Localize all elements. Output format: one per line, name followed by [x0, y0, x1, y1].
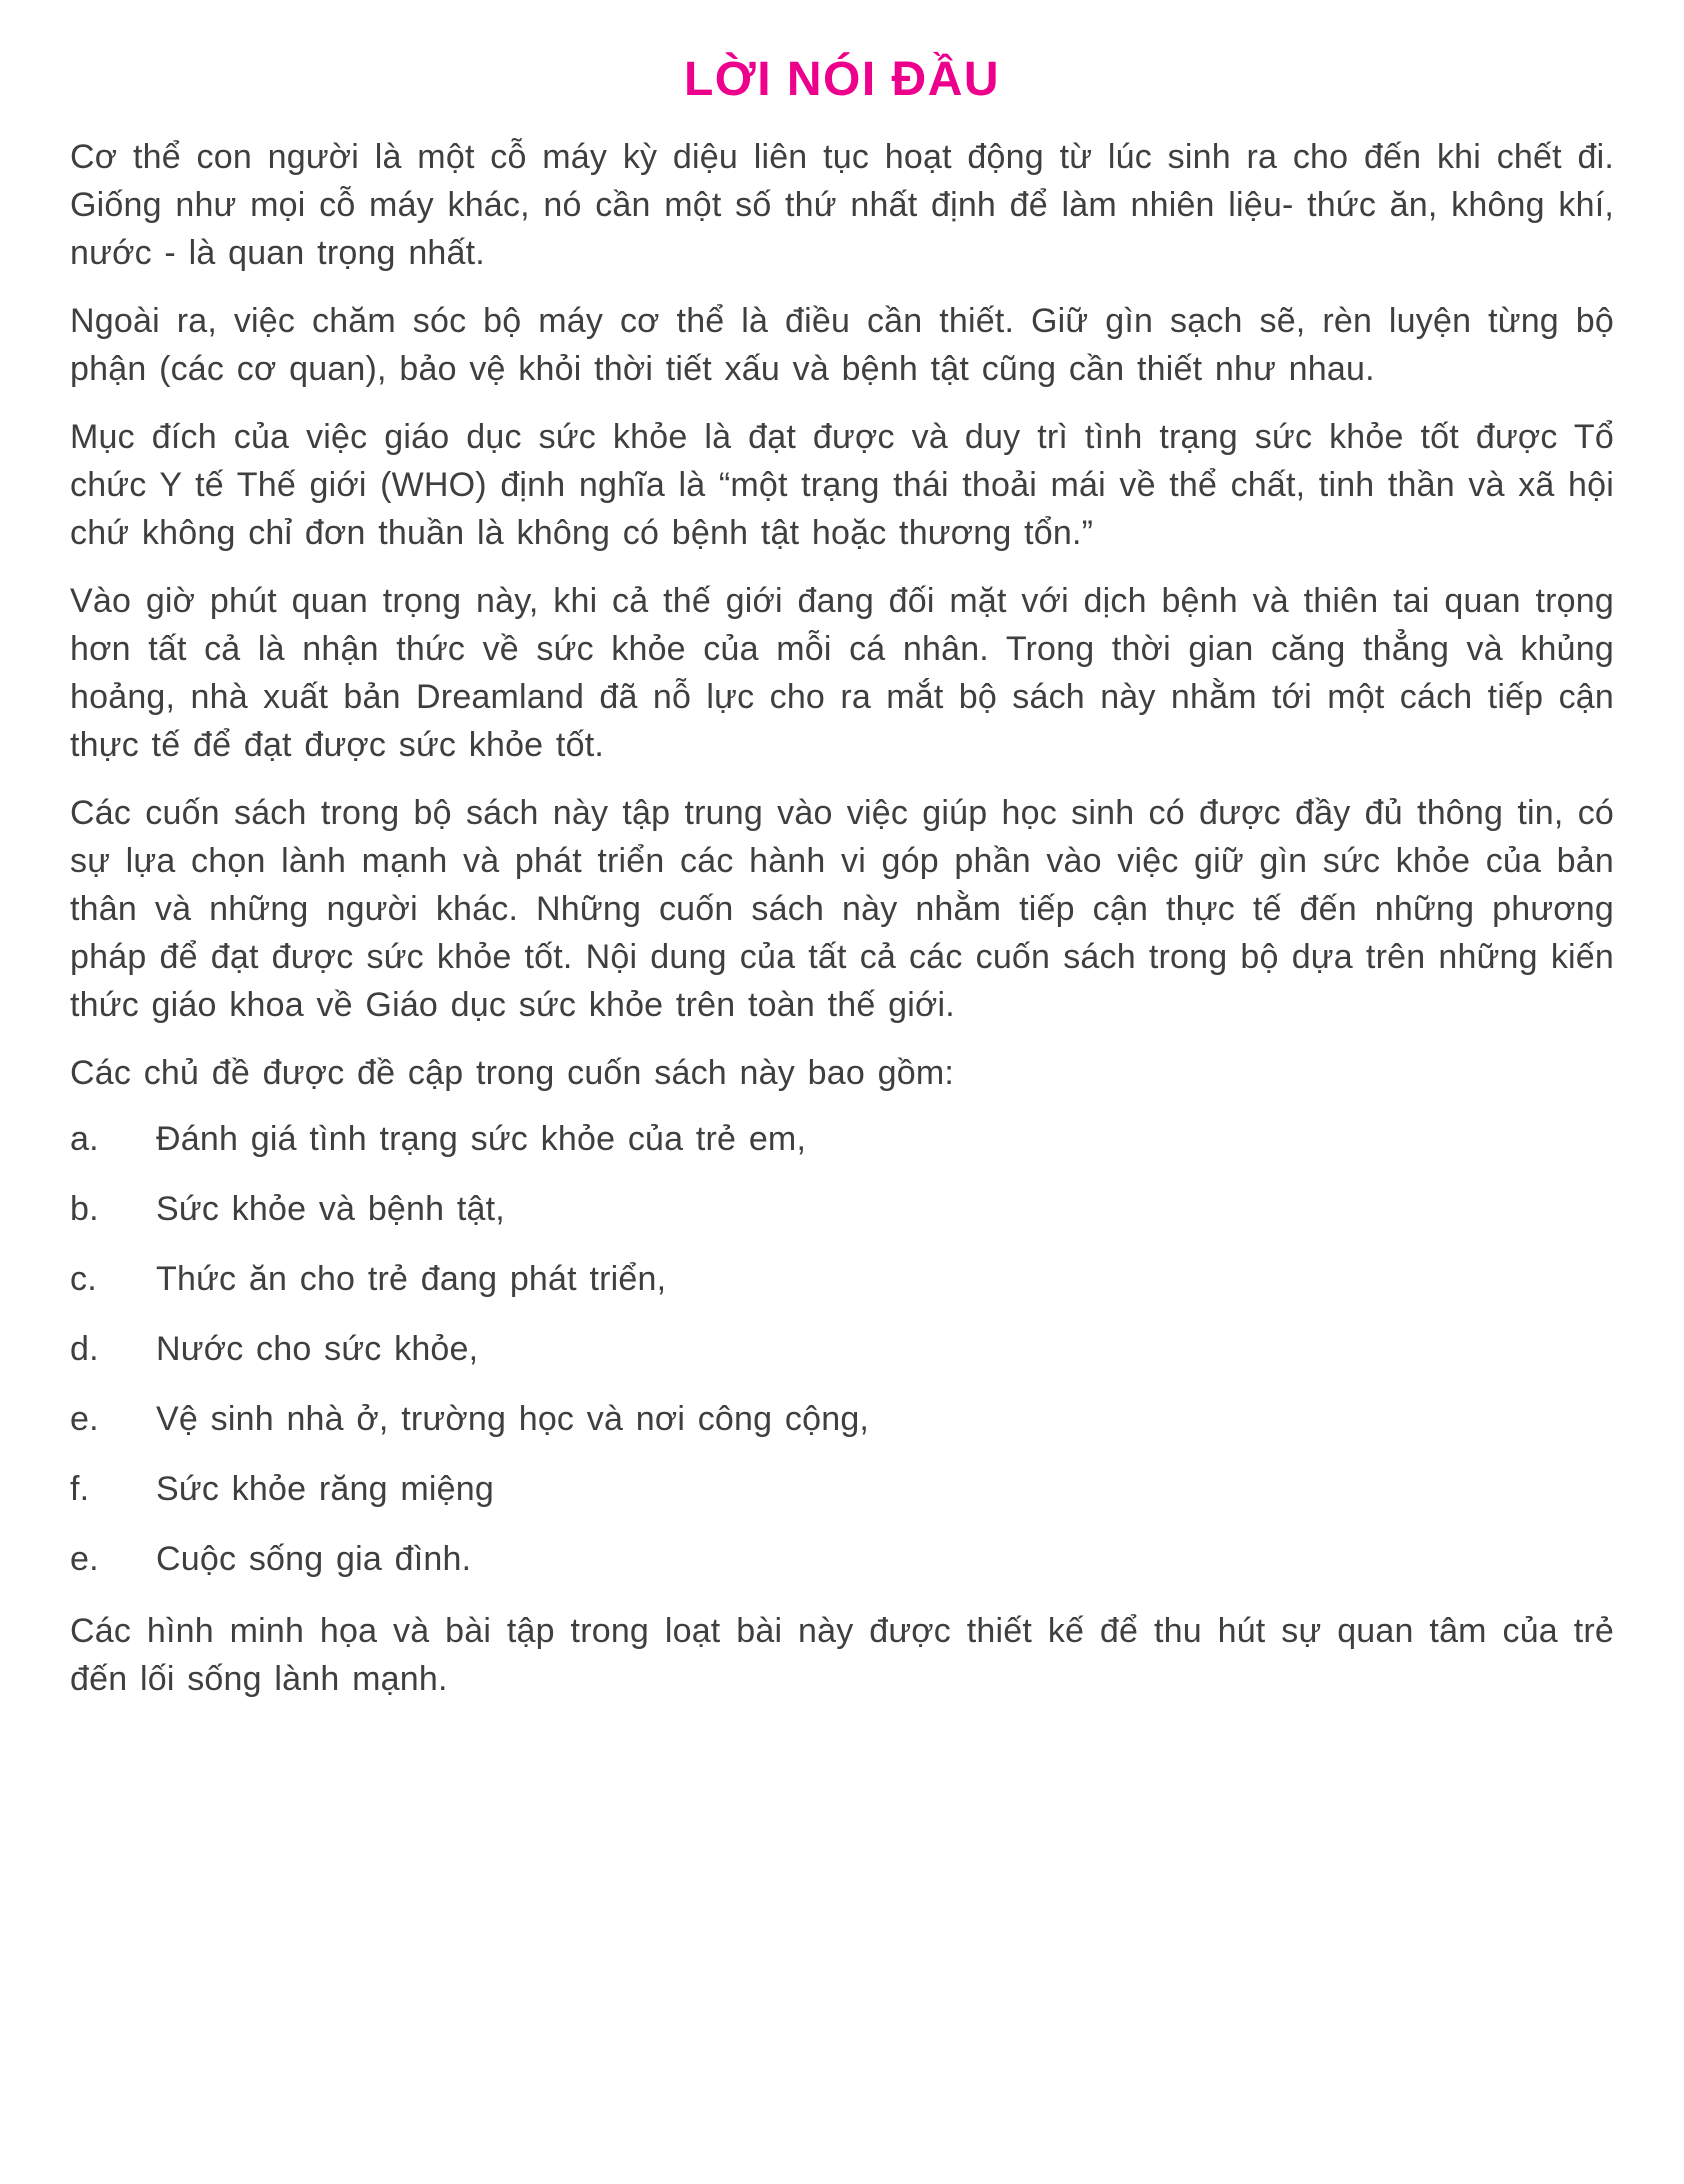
list-item-marker: e. [70, 1400, 99, 1438]
list-item-marker: e. [70, 1540, 99, 1578]
list-item [70, 1187, 1614, 1231]
list-item-marker: a. [70, 1120, 99, 1158]
list-item-text: Thức ăn cho trẻ đang phát triển, [156, 1260, 667, 1298]
paragraph-series-purpose: Các cuốn sách trong bộ sách này tập trung vào việc giúp học sinh có được đầy đủ thông tin, có sự lựa chọn lành mạnh và phát triển các hành vi góp phần vào việc giữ gìn sức khỏe của bản thân và những người khác. Những cuốn sách này nhằm tiếp cận thực tế đến những phương pháp để đạt được sức khỏe tốt. Nội dung của tất cả các cuốn sách trong bộ dựa trên những kiến thức giáo khoa về Giáo dục sức khỏe trên toàn thế giới. [70, 794, 1614, 1024]
page-title: LỜI NÓI ĐẦU [683, 53, 1001, 106]
paragraph-who-definition: Mục đích của việc giáo dục sức khỏe là đạt được và duy trì tình trạng sức khỏe tốt được Tổ chức Y tế Thế giới (WHO) định nghĩa là “một trạng thái thoải mái về thể chất, tinh thần và xã hội chứ không chỉ đơn thuần là không có bệnh tật hoặc thương tổn.” [70, 418, 1614, 552]
paragraph-pandemic-context: Vào giờ phút quan trọng này, khi cả thế giới đang đối mặt với dịch bệnh và thiên tai quan trọng hơn tất cả là nhận thức về sức khỏe của mỗi cá nhân. Trong thời gian căng thẳng và khủng hoảng, nhà xuất bản Dreamland đã nỗ lực cho ra mắt bộ sách này nhằm tới một cách tiếp cận thực tế để đạt được sức khỏe tốt. [70, 582, 1614, 764]
topic-list [70, 1117, 1614, 1581]
list-item-text: Đánh giá tình trạng sức khỏe của trẻ em, [156, 1120, 807, 1158]
list-item [70, 1117, 1614, 1161]
list-item [70, 1467, 1614, 1511]
list-item [70, 1327, 1614, 1371]
list-item-text: Vệ sinh nhà ở, trường học và nơi công cộng, [156, 1400, 870, 1438]
list-item-marker: d. [70, 1330, 99, 1368]
paragraph-closing: Các hình minh họa và bài tập trong loạt bài này được thiết kế để thu hút sự quan tâm của trẻ đến lối sống lành mạnh. [70, 1612, 1614, 1698]
list-item [70, 1257, 1614, 1301]
paragraph-body-care: Ngoài ra, việc chăm sóc bộ máy cơ thể là điều cần thiết. Giữ gìn sạch sẽ, rèn luyện từng bộ phận (các cơ quan), bảo vệ khỏi thời tiết xấu và bệnh tật cũng cần thiết như nhau. [70, 302, 1614, 388]
list-item [70, 1537, 1614, 1581]
list-item-marker: f. [70, 1470, 90, 1508]
paragraph-topics-intro: Các chủ đề được đề cập trong cuốn sách này bao gồm: [70, 1054, 954, 1092]
list-item-text: Nước cho sức khỏe, [156, 1330, 479, 1368]
paragraph-intro-body-machine: Cơ thể con người là một cỗ máy kỳ diệu liên tục hoạt động từ lúc sinh ra cho đến khi chết đi. Giống như mọi cỗ máy khác, nó cần một số thứ nhất định để làm nhiên liệu- thức ăn, không khí, nước - là quan trọng nhất. [70, 138, 1614, 272]
list-item-text: Sức khỏe răng miệng [156, 1470, 494, 1508]
list-item-text: Sức khỏe và bệnh tật, [156, 1190, 505, 1228]
list-item [70, 1397, 1614, 1441]
list-item-marker: c. [70, 1260, 97, 1298]
list-item-text: Cuộc sống gia đình. [156, 1540, 472, 1578]
list-item-marker: b. [70, 1190, 99, 1228]
